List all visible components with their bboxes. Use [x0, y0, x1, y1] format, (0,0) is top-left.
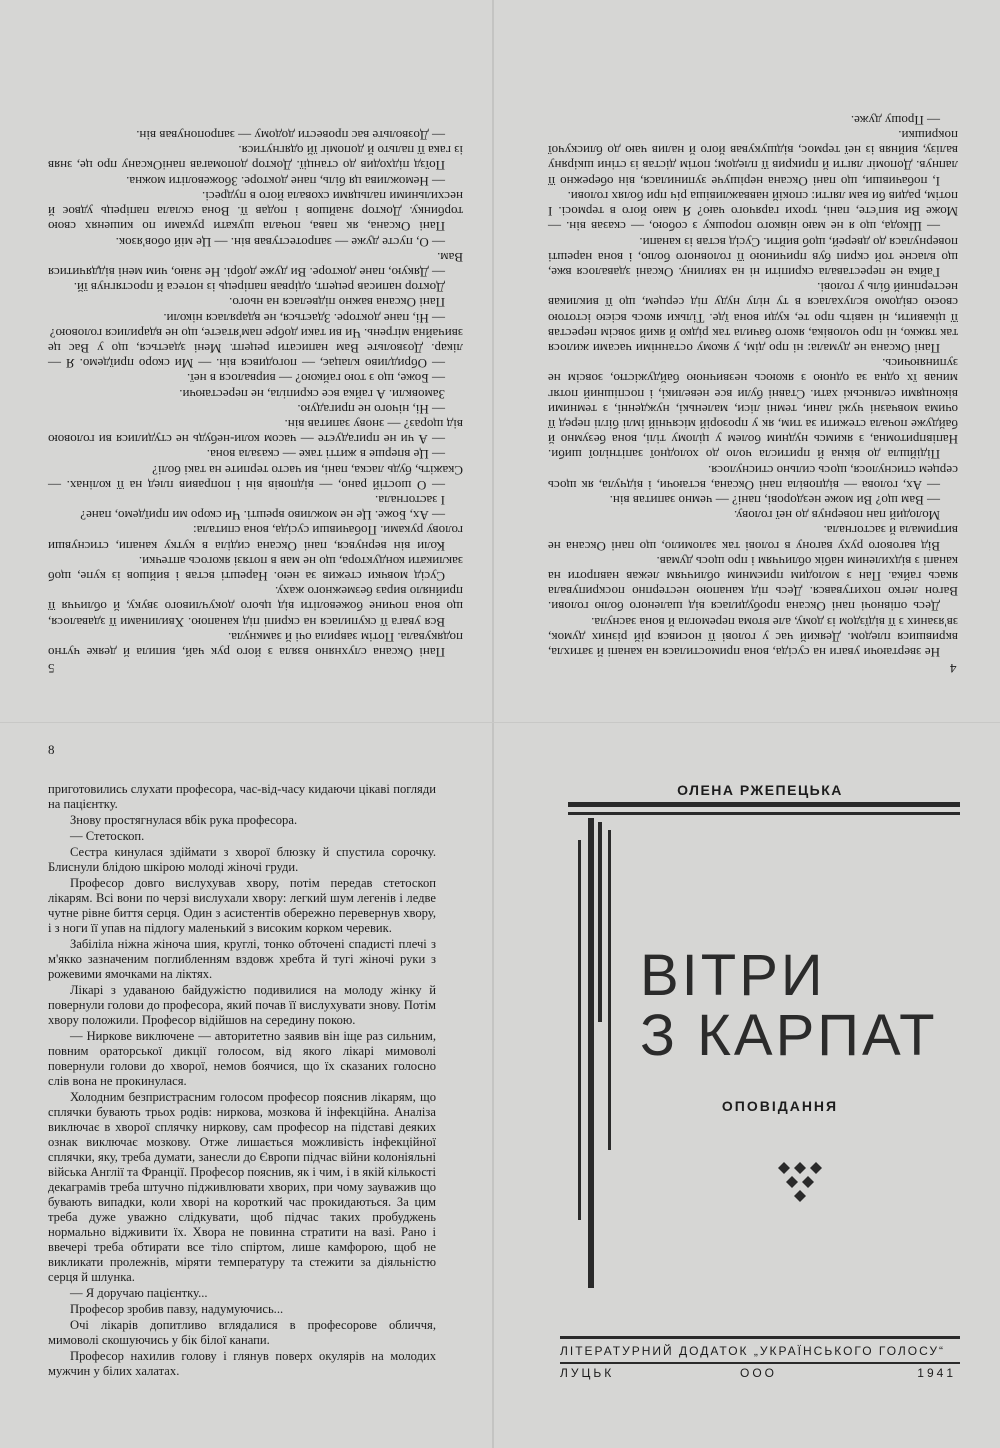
paragraph: — Прошу дуже.: [850, 112, 940, 128]
horizontal-fold: [0, 722, 1000, 723]
paragraph: приготовились слухати професора, час-від-часу кидаючи цікаві погляди на пацієнтку.: [48, 782, 436, 811]
paragraph: — Ах, Боже. Це не можливо врешті. Чи скоро ми приїдемо, пане?: [80, 508, 445, 524]
vertical-bar-3: [578, 840, 581, 1220]
paragraph: — Шкода, що я не маю ніякого порошку з собою, — сказав він. — Може Ви вип'єте, пані, трохи гарячого чаю? Я маю його в термосі. І потім, радив би вам лягти: спокій навважливіша річ при болях голови.: [548, 188, 958, 235]
paragraph: Сестра кинулася здіймати з хворої блюзку й спустила сорочку. Блиснули блідою шкірою молоді жіночі груди.: [48, 845, 436, 874]
city: ЛУЦЬК: [560, 1366, 615, 1380]
rule-top-2: [568, 812, 960, 815]
paragraph: Пані Оксана, як пава, почала шукати руками по кишенях свою торбинку. Доктор знайшов і подав її. Вона склала папірець удвоє й несхильними пальцями сховала його в пудресі.: [48, 188, 463, 235]
rule-top-1: [568, 802, 960, 807]
paragraph: — Ні, нічого не пригадую.: [297, 401, 445, 417]
paragraph: — Це вперше в житті таке — сказала вона.: [206, 447, 445, 463]
paragraph: Пані Оксана слухняно взяла з його рук чай, випила й деяке чутно подякувала. Потім заврила очі й замкнула.: [48, 629, 463, 660]
vertical-fold: [492, 0, 494, 1448]
paragraph: — О шостій рано, — відповів він і поправив плед на її колінах. — Скажіть, будь ласка, пані, ви часто терпите на такі болі?: [48, 462, 463, 493]
paragraph: — Вам що? Ви може нездорові, пані? — чемно запитав він.: [609, 492, 940, 508]
page-number-5: 5: [48, 661, 55, 676]
paragraph: Професор нахилив голову і глянув поверх окулярів на молодих мужчин у білих халатах.: [48, 1349, 436, 1378]
page-number-8: 8: [48, 742, 55, 757]
paragraph: Сусід мовчки стежив за нею. Нарешті встав і вийшов із купе, щоб закликати кондуктора, що не мав в потязі якогось аптечки.: [48, 553, 463, 584]
paragraph: Доктор написав рецепт, одірвав папірець із нотеса й простягнув їй.: [73, 280, 445, 296]
paragraph: І, побачивши, що пані Оксана нерішуче зупинилася, він обережно її лапнув. Допоміг лягти й прикрив її пледом; потім дістав із стіни шкіряну валізу, вийняв із неї термос, відшукував його й налив чаю до блискучої покришки.: [548, 128, 958, 189]
publisher-mark: ООО: [740, 1366, 778, 1380]
paragraph: — Боже, що з тою гайкою? — вирвалося в неї.: [186, 371, 445, 387]
paragraph: — О, пусте дуже — запротестував він. — Це мій обов'язок.: [115, 234, 445, 250]
paragraph: Підійшла до вікна й притисла чоло до холодної запітнілої шиби. Напівпритомна, з якимсь нудним болем у цілому тілі, вона безумно й байдуже почала стежити за тим, як у прозорій місячній імлі біглі перед її очима мовчазні чужі лани, темні ліси, маленькі, нужденні, з темними віконцями селянські хати. Ставні були все невеликі, і поспішний потяг минав їх одна за одною з якоюсь незвичною байдужістю, зовсім не зупиняючись.: [548, 356, 958, 463]
paragraph: Професор довго вислухував хвору, потім передав стетоскоп лікарям. Всі вони по черзі вислухали хвору: легкий шум легенів і ледве чутне рівне биття серця. Один з асистентів обережно перевернув хвору, і з ноги її упав на підлогу маленький з високим корком черевик.: [48, 876, 436, 935]
author-name: ОЛЕНА РЖЕПЕЦЬКА: [677, 782, 843, 798]
paragraph: — Ниркове виключене — авторитетно заявив він іще раз сильним, повним ораторської дикції голосом, від якого лікарі мимоволі повернули голови до хворої, немов боячися, що їх сказаних голосно слів вона не прокинулася.: [48, 1029, 436, 1088]
paragraph: Знову простягнулася вбік рука професора.: [70, 813, 298, 827]
paragraph: — Дякую, пане докторе. Ви дуже добрі. Не знаю, чим мені віддячитися Вам.: [48, 249, 463, 280]
paragraph: — Неможлива ця біль, пане докторе. Збожеволіти можна.: [126, 173, 445, 189]
paragraph: Холодним безпристрасним голосом професор пояснив лікарям, що сплячки бувають трьох родів: ниркова, мозкова й інфекційна. Аналіза виключає в хворої сплячку ниркову, сам професор на підставі деяких ознак виключає мозкову. Отже лишається можливість інфекційної сплячки, яку, треба думати, занесли до Європи підчас війни колоніяльні війська Англії та Франції. Професор пояснив, як і чим, і в якій кількості декаграмів треба штучно підживлювати хворих, при чому зауважив що бувають випадки, коли хворі на короткий час прокидаються. За цим треба дуже уважно слідкувати, щоб підчас таких пробуджень нормально відживити їх. Хвора не повинна стратити на вазі. Рано і ввечері треба обтирати все тіло спіртом, лише камфорою, щоб не викликати пролежнів, міряти температуру та стежити за діяльністю серця й шлунка.: [48, 1090, 436, 1284]
paragraph: Коли він вернувся, пані Оксана сиділа в кутку канапи, стиснувши голову руками. Побачивши сусіда, вона спитала:: [48, 523, 463, 554]
diamond-ornament-icon: [778, 1162, 822, 1206]
vertical-bar-2: [598, 822, 602, 1022]
paragraph: І застогнала.: [375, 492, 445, 508]
paragraph: Гайка не переставала скрипіти ні на хвилину. Оксані здавалося вже, що власне той скрип був причиною її головного болю, і вона нарешті повернулася до дверей, щоб вийти. Сусід встав із канапи.: [548, 234, 958, 280]
paragraph: — Обридливо клацає, — погодився він. — Ми скоро приїдемо. Я — лікар. Дозвольте Вам написати рецепт. Мені здається, що у Вас це звичайна мігрень. Чи ви таки добре пам'ятаєте, що не вдарилися головою?: [48, 325, 463, 372]
literary-supplement-label: ЛІТЕРАТУРНИЙ ДОДАТОК „УКРАЇНСЬКОГО ГОЛОСУ“: [560, 1344, 946, 1358]
paragraph: Пані Оксана не думала: ні про дім, у якому останніми часами жилося так тяжко, ні про чоловіка, якого бачила так рідко й який зовсім перестав її цікавити, ні навіть про те, куди вона їде. Тільки якось всією істотою своєю свідомо вслухалася в ту нілу нуду під серцем, що її викликав нестерпний біль у голові.: [548, 280, 958, 356]
page-number-4: 4: [950, 661, 957, 676]
paragraph: — Ах, голова — відповіла пані Оксана, встаючи, і відчула, як щось серцем стиснулося, щось сильно стиснулося.: [548, 462, 958, 493]
title-line-2: З КАРПАТ: [640, 1003, 938, 1068]
paragraph: Поїзд підходив до станції. Доктор допомагав паніОксану про це, зняв із гака її пальто й допоміг їй одягнутися.: [48, 143, 463, 174]
paragraph: Забіліла ніжна жіноча шия, круглі, тонко обточені спадисті плечі з м'якко зазначеним поглибленням вздовж хребта й тугі жіночі руки з рожевими ямочками на ліктях.: [48, 937, 436, 981]
page-5-text: [48, 10, 463, 660]
rule-bottom-1: [560, 1336, 960, 1339]
paragraph: Пані Оксана важно підвелася на нього.: [229, 295, 445, 311]
page-4-text: [548, 10, 958, 660]
book-cover: [560, 770, 960, 1410]
paragraph: Лікарі з удаваною байдужістю подивилися на молоду жінку й повернули голови до професора, який почав її вислухувати знову. Потім хвору положили. Професор відійшов на середину покою.: [48, 983, 436, 1027]
paragraph: Молодий пан повернув до неї голову.: [734, 508, 940, 524]
paragraph: — Стетоскоп.: [70, 829, 145, 843]
year: 1941: [917, 1366, 956, 1380]
vertical-bar-1: [588, 818, 594, 1288]
paragraph: Професор зробив павзу, надумуючись...: [70, 1302, 284, 1316]
title-line-1: ВІТРИ: [640, 943, 826, 1008]
paragraph: Вся увага її скупилася на скрипі під канапою. Хвилинами її здавалося, що вона почине божеволіти від цього докучливого звуку, й обличчя її прийняло вираз безмежного жаху.: [48, 584, 463, 630]
rule-bottom-2: [560, 1362, 960, 1364]
paragraph: Від вагового руху вагону в голові так заломило, що пані Оксана не витримала й застогнала.: [548, 523, 958, 554]
paragraph: — Ні, пане докторе. Здається, не вдарялася ніколи.: [163, 310, 445, 326]
subtitle: ОПОВІДАННЯ: [721, 1098, 839, 1114]
paragraph: Очі лікарів допитливо вглядалися в професорове обличчя, мимоволі скошуючись у бік білої канапи.: [48, 1318, 436, 1347]
paragraph: — Я доручаю пацієнтку...: [70, 1286, 208, 1300]
paragraph: Не звертаючи уваги на сусіда, вона примостилася на канапі й затихла, вкрившися пледом. Деякий час у голові її носився рій різних думок, зв'язаних з її відїздом із дому, але втома перемогла й вона заснула.: [548, 614, 958, 660]
paragraph: Замовкли. А гайка все скрипіла, не перестаючи.: [179, 386, 445, 402]
page-8-text: [48, 782, 436, 1412]
paragraph: — А чи не пригадуєте — часом коли-небудь не студилися ви головою від щораз? — знову запитав він.: [48, 416, 463, 448]
paragraph: — Дозвольте вас провести додому — запропонував він.: [136, 128, 445, 144]
paragraph: Десь опівночі пані Оксана пробудилася від шаленого болю голови. Вагон легко похитувався. Десь під канапою нестерпно поскрипувала якась гайка. Пан з молодим приємним обличчям лежав навпроти на канапі з відхиленим набік обличчям і про щось думав.: [548, 553, 958, 615]
